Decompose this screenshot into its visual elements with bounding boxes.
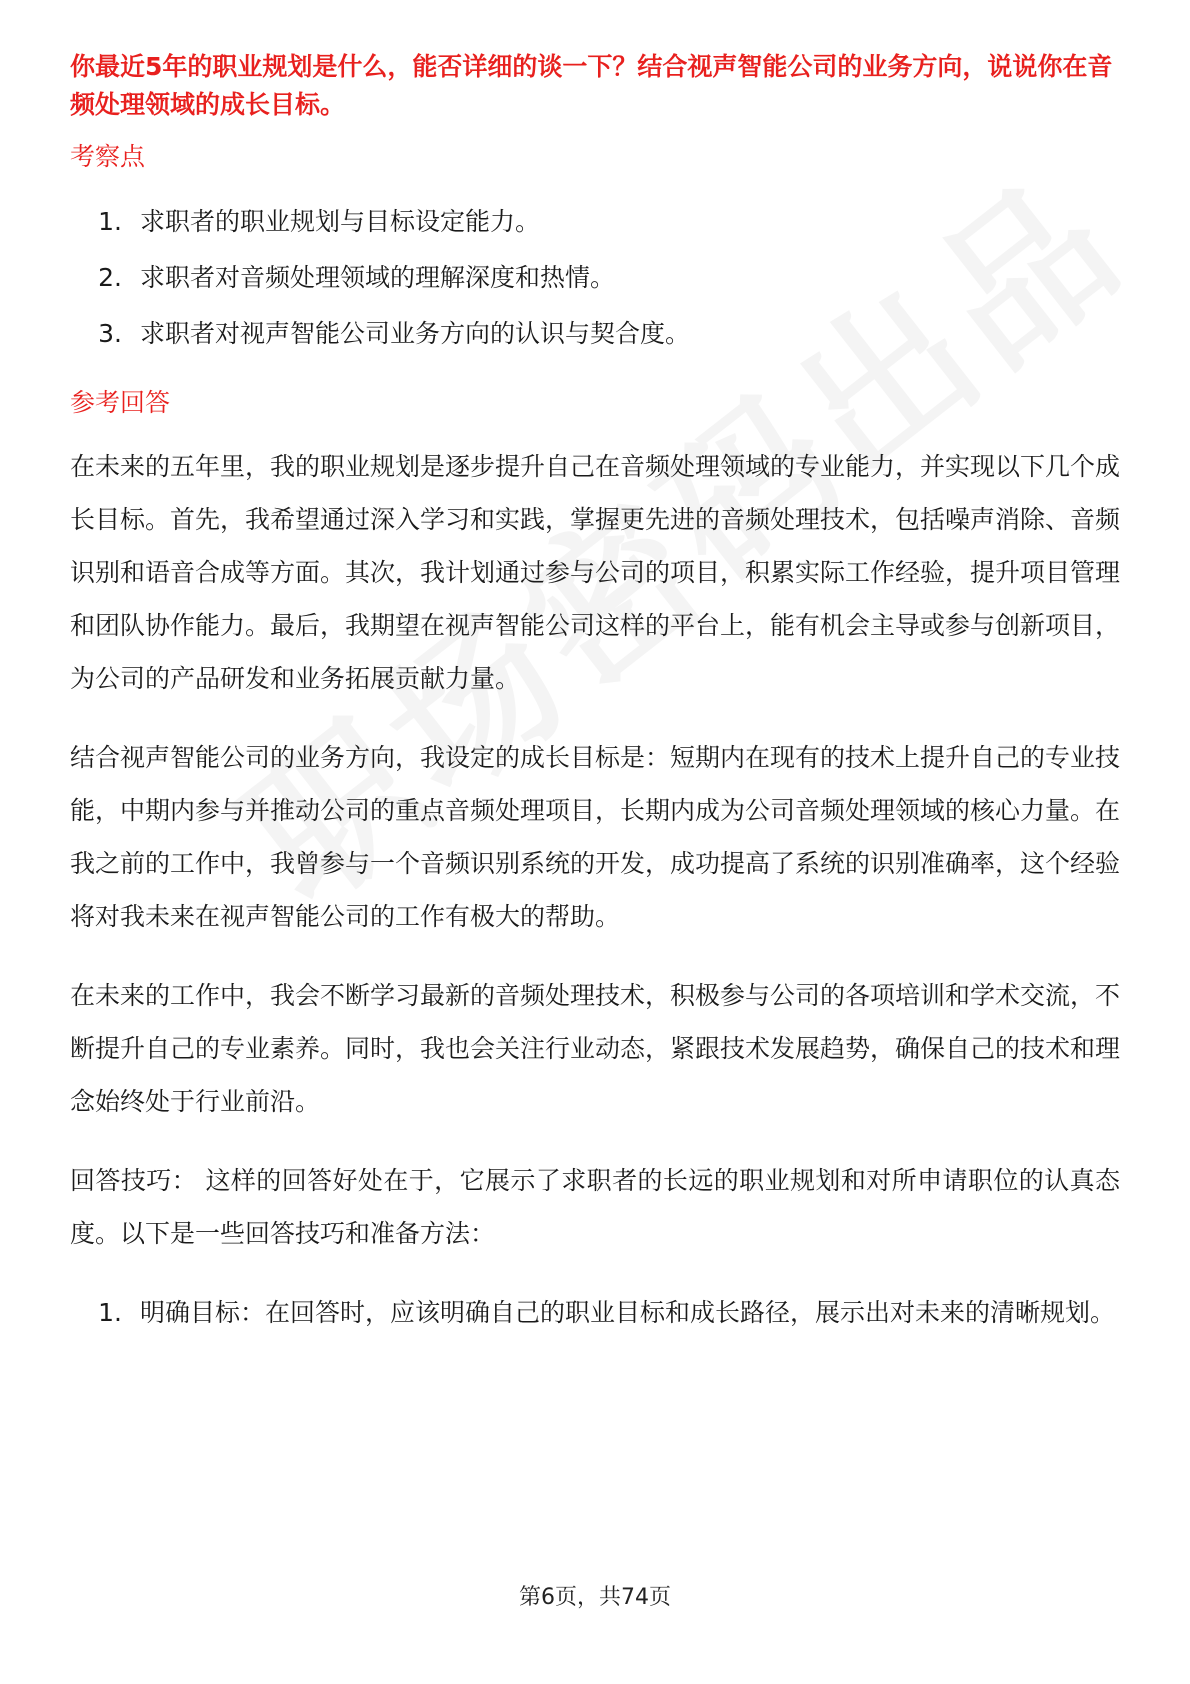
paragraph: 结合视声智能公司的业务方向，我设定的成长目标是：短期内在现有的技术上提升自己的专业技能，中期内参与并推动公司的重点音频处理项目，长期内成为公司音频处理领域的核心力量。在我之前的工作中，我曾参与一个音频识别系统的开发，成功提高了系统的识别准确率，这个经验将对我未来在视声智能公司的工作有极大的帮助。 (70, 743, 1121, 931)
list-number: 1. (98, 207, 122, 236)
list-number: 2. (98, 263, 122, 292)
list-item (70, 306, 1120, 362)
list-number: 1. (98, 1298, 122, 1327)
list-number: 3. (98, 319, 122, 348)
kaocha-list (70, 194, 1120, 362)
list-text: 求职者对视声智能公司业务方向的认识与契合度。 (140, 319, 691, 348)
question-heading: 你最近5年的职业规划是什么，能否详细的谈一下？结合视声智能公司的业务方向，说说你在音频处理领域的成长目标。 (70, 52, 1113, 119)
list-text: 求职者对音频处理领域的理解深度和热情。 (140, 263, 616, 292)
page-footer: 第6页，共74页 (519, 1585, 671, 1610)
section-title-kaocha: 考察点 (70, 142, 146, 171)
section-title-answer: 参考回答 (70, 388, 171, 417)
tips-list (70, 1286, 1120, 1339)
list-text: 明确目标：在回答时，应该明确自己的职业目标和成长路径，展示出对未来的清晰规划。 (140, 1298, 1116, 1327)
paragraph: 在未来的五年里，我的职业规划是逐步提升自己在音频处理领域的专业能力，并实现以下几个成长目标。首先，我希望通过深入学习和实践，掌握更先进的音频处理技术，包括噪声消除、音频识别和语音合成等方面。其次，我计划通过参与公司的项目，积累实际工作经验，提升项目管理和团队协作能力。最后，我期望在视声智能公司这样的平台上，能有机会主导或参与创新项目，为公司的产品研发和业务拓展贡献力量。 (70, 452, 1121, 693)
list-text: 求职者的职业规划与目标设定能力。 (140, 207, 541, 236)
paragraph-tips-intro: 回答技巧： 这样的回答好处在于，它展示了求职者的长远的职业规划和对所申请职位的认真态度。以下是一些回答技巧和准备方法： (70, 1166, 1120, 1248)
document-page (70, 48, 1120, 1339)
list-item (70, 1286, 1120, 1339)
paragraph: 在未来的工作中，我会不断学习最新的音频处理技术，积极参与公司的各项培训和学术交流，不断提升自己的专业素养。同时，我也会关注行业动态，紧跟技术发展趋势，确保自己的技术和理念始终处于行业前沿。 (70, 981, 1121, 1116)
list-item (70, 250, 1120, 306)
list-item (70, 194, 1120, 250)
